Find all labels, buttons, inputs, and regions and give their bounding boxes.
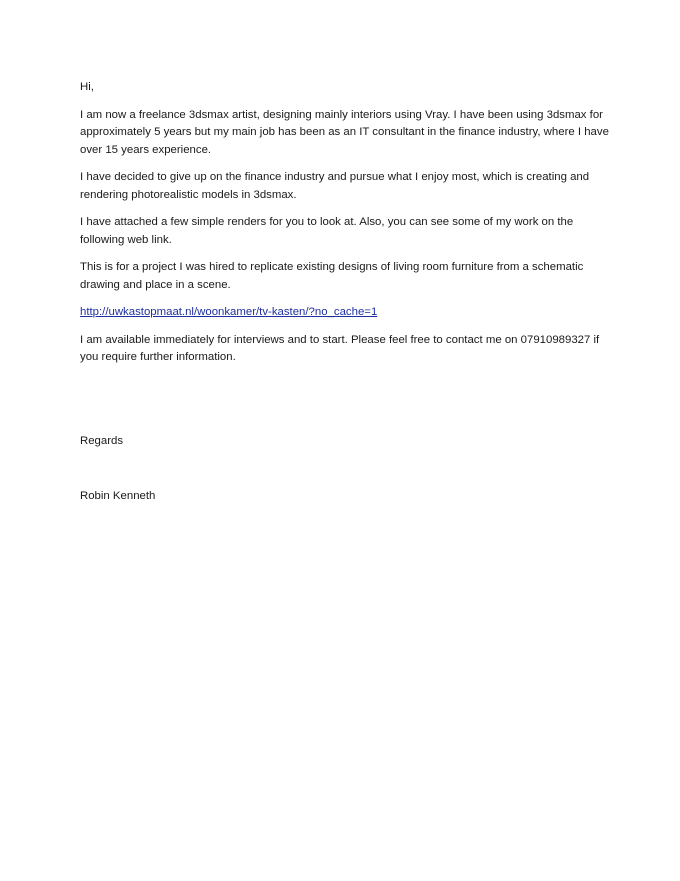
spacer [80,460,610,488]
signature: Robin Kenneth [80,490,156,502]
portfolio-link-row [80,304,610,322]
closing: Regards [80,434,124,447]
paragraph-career-change: I have decided to give up on the finance industry and pursue what I enjoy most, which is creating and rendering photorealistic models in 3dsmax. [80,171,590,201]
greeting: Hi, [80,81,94,93]
paragraph-attachments: I have attached a few simple renders for you to look at. Also, you can see some of my work on the following web link. [80,216,574,246]
spacer [80,377,610,433]
paragraph-intro: I am now a freelance 3dsmax artist, designing mainly interiors using Vray. I have been using 3dsmax for approximately 5 years but my main job has been as an IT consultant in the finance industry, where I have over 15 years experience. [80,108,609,156]
paragraph-availability: I am available immediately for interviews and to start. Please feel free to contact me on 07910989327 if you require further information. [80,333,600,363]
paragraph-project: This is for a project I was hired to replicate existing designs of living room furniture from a schematic drawing and place in a scene. [80,261,584,291]
portfolio-link[interactable]: http://uwkastopmaat.nl/woonkamer/tv-kasten/?no_cache=1 [80,306,378,318]
letter-page [80,79,610,516]
